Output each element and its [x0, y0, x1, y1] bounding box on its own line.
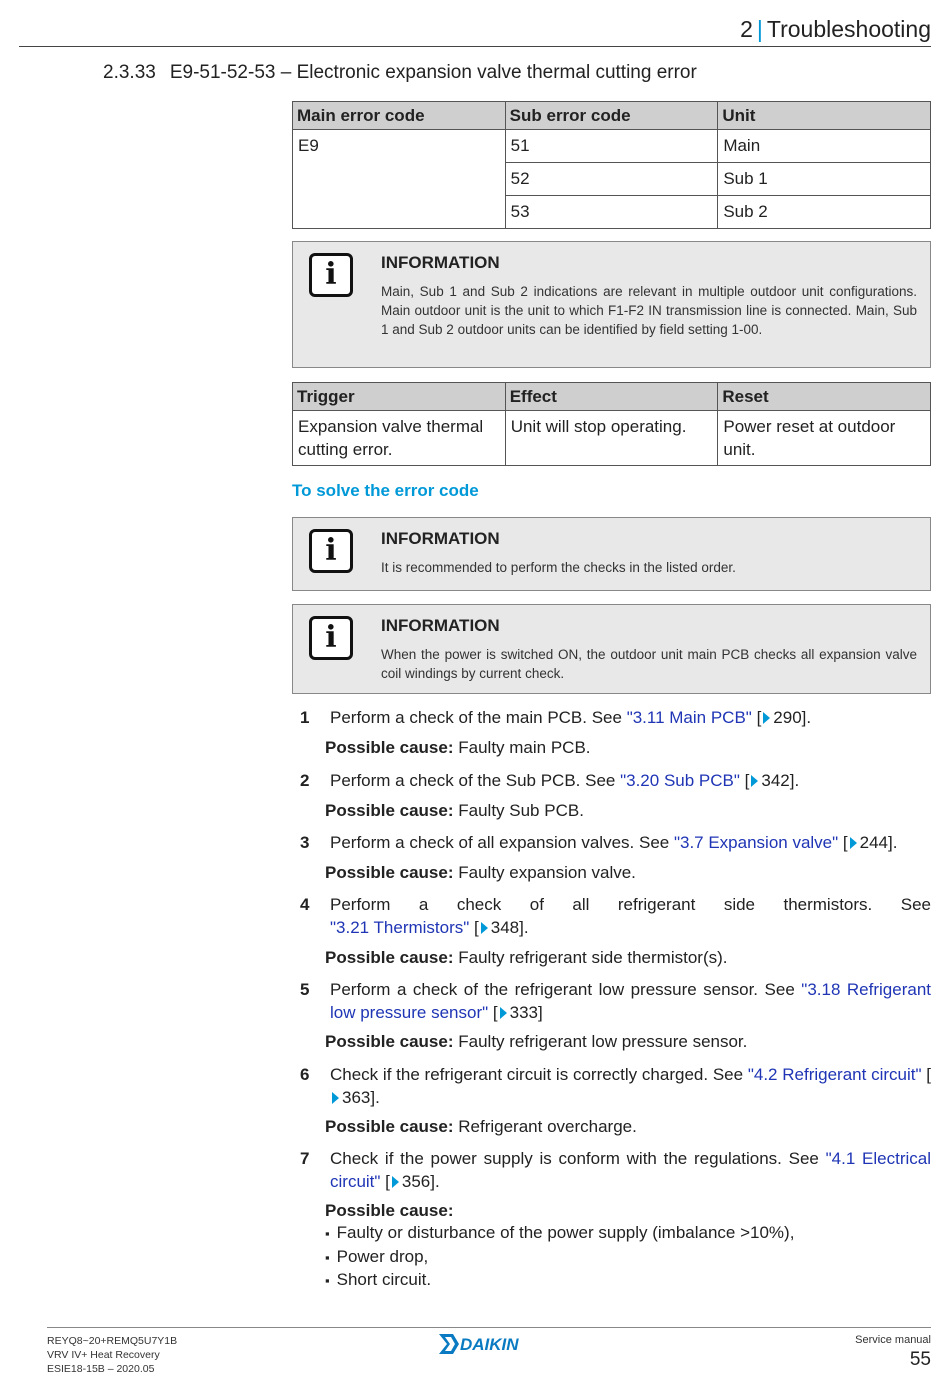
step-number: 7 — [300, 1149, 310, 1168]
cross-reference-link[interactable]: "3.21 Thermistors" — [330, 917, 470, 937]
page-arrow-icon — [763, 712, 770, 724]
information-icon: i — [309, 616, 353, 660]
possible-cause: Possible cause: Refrigerant overcharge. — [325, 1117, 637, 1136]
step-item — [300, 1148, 931, 1193]
possible-cause: Possible cause: — [325, 1201, 454, 1220]
step-text: Perform a check of all expansion valves. See "3.7 Expansion valve" [ 244]. — [330, 833, 898, 852]
step-number: 4 — [300, 895, 310, 914]
main-error-code: E9 — [293, 130, 506, 229]
table-row — [293, 130, 931, 163]
step-item — [300, 1064, 931, 1109]
effect-cell: Unit will stop operating. — [505, 411, 718, 466]
step-number: 1 — [300, 708, 310, 727]
trigger-cell: Expansion valve thermal cutting error. — [293, 411, 506, 466]
footer-model: REYQ8~20+REMQ5U7Y1B — [47, 1335, 178, 1347]
info-box — [292, 604, 931, 694]
table-header-cell: Reset — [718, 383, 931, 411]
step-number: 5 — [300, 980, 310, 999]
step-text: Check if the refrigerant circuit is correctly charged. See "4.2 Refrigerant circuit" [363]. — [330, 1065, 931, 1107]
info-title: INFORMATION — [381, 253, 500, 272]
info-box — [292, 517, 931, 591]
info-text: Main, Sub 1 and Sub 2 indications are relevant in multiple outdoor unit configurations. Main outdoor unit is the unit to which F1-F2 IN transmission line is connected. Main, Sub 1 and Sub 2 outdoor units can be identified by field setting 1-00. — [381, 284, 917, 337]
cross-reference-link[interactable]: "4.2 Refrigerant circuit" — [747, 1065, 922, 1084]
logo-wordmark: DAIKIN — [460, 1335, 519, 1354]
solve-heading: To solve the error code — [292, 481, 479, 500]
possible-cause: Possible cause: Faulty refrigerant side thermistor(s). — [325, 948, 728, 967]
step-text: Perform a check of the Sub PCB. See "3.20 Sub PCB" [ 342]. — [330, 771, 800, 790]
table-header-cell: Effect — [505, 383, 718, 411]
table-header-row — [293, 383, 931, 411]
info-text: When the power is switched ON, the outdoor unit main PCB checks all expansion valve coil windings by current check. — [381, 647, 917, 681]
chapter-title: Troubleshooting — [766, 16, 931, 42]
table-header-cell: Sub error code — [505, 102, 718, 130]
unit-cell: Sub 2 — [718, 196, 931, 229]
footer-document-info — [47, 1334, 177, 1376]
cause-list — [325, 1222, 794, 1293]
footer-doc-code: ESIE18-15B – 2020.05 — [47, 1363, 155, 1375]
step-item — [300, 894, 931, 939]
step-number: 6 — [300, 1065, 310, 1084]
cross-reference-link[interactable]: "4.1 Electrical circuit" — [330, 1149, 931, 1191]
sub-error-code: 53 — [505, 196, 718, 229]
page-arrow-icon — [751, 775, 758, 787]
info-box — [292, 241, 931, 368]
page-arrow-icon — [481, 922, 488, 934]
info-title: INFORMATION — [381, 529, 500, 548]
chapter-number: 2 — [740, 16, 753, 42]
step-text: Perform a check of the main PCB. See "3.11 Main PCB" [ 290]. — [330, 708, 812, 727]
table-header-cell: Main error code — [293, 102, 506, 130]
possible-cause: Possible cause: Faulty expansion valve. — [325, 863, 636, 882]
information-icon: i — [309, 253, 353, 297]
possible-cause: Possible cause: Faulty main PCB. — [325, 738, 591, 757]
header-separator: | — [756, 16, 763, 42]
page-arrow-icon — [850, 837, 857, 849]
cross-reference-link[interactable]: "3.20 Sub PCB" — [620, 771, 740, 790]
info-text: It is recommended to perform the checks in the listed order. — [381, 560, 736, 575]
step-text: Perform a check of all refrigerant side thermistors. See "3.21 Thermistors" [ 348]. — [330, 895, 931, 937]
sub-error-code: 51 — [505, 130, 718, 163]
page-arrow-icon — [332, 1092, 339, 1104]
cross-reference-link[interactable]: "3.7 Expansion valve" — [673, 833, 839, 852]
footer-manual-type: Service manual — [855, 1334, 931, 1346]
footer-rule — [47, 1327, 931, 1328]
list-item: ▪ Short circuit. — [325, 1269, 794, 1293]
list-item: ▪ Power drop, — [325, 1246, 794, 1270]
step-item — [300, 979, 931, 1024]
step-item — [300, 832, 931, 855]
possible-cause: Possible cause: Faulty Sub PCB. — [325, 801, 584, 820]
table-header-cell: Trigger — [293, 383, 506, 411]
unit-cell: Sub 1 — [718, 163, 931, 196]
table-header-cell: Unit — [718, 102, 931, 130]
info-title: INFORMATION — [381, 616, 500, 635]
sub-error-code: 52 — [505, 163, 718, 196]
table-row — [293, 411, 931, 466]
step-number: 3 — [300, 833, 310, 852]
unit-cell: Main — [718, 130, 931, 163]
step-item — [300, 707, 931, 730]
reset-cell: Power reset at outdoor unit. — [718, 411, 931, 466]
header-rule — [19, 46, 931, 47]
information-icon: i — [309, 529, 353, 573]
error-code-table — [292, 101, 931, 229]
cross-reference-link[interactable]: "3.18 Refrigerant low pressure sensor" — [330, 980, 931, 1022]
running-header — [740, 16, 931, 43]
step-text: Check if the power supply is conform with the regulations. See "4.1 Electrical circuit" [ 356]. — [330, 1149, 931, 1191]
page-arrow-icon — [392, 1176, 399, 1188]
step-item — [300, 770, 931, 793]
list-item: ▪ Faulty or disturbance of the power supply (imbalance >10%), — [325, 1222, 794, 1246]
section-title: E9-51-52-53 – Electronic expansion valve thermal cutting error — [169, 62, 697, 83]
page-arrow-icon — [500, 1007, 507, 1019]
step-number: 2 — [300, 771, 310, 790]
trigger-table — [292, 382, 931, 466]
cross-reference-link[interactable]: "3.11 Main PCB" — [626, 708, 752, 727]
page-number: 55 — [909, 1349, 931, 1370]
daikin-logo — [439, 1333, 539, 1355]
table-header-row — [293, 102, 931, 130]
footer-product: VRV IV+ Heat Recovery — [47, 1349, 160, 1361]
possible-cause: Possible cause: Faulty refrigerant low pressure sensor. — [325, 1032, 748, 1051]
step-text: Perform a check of the refrigerant low pressure sensor. See "3.18 Refrigerant low pressure sensor" [ 333] — [330, 980, 931, 1022]
section-heading — [103, 62, 697, 84]
section-number: 2.3.33 — [103, 62, 156, 83]
